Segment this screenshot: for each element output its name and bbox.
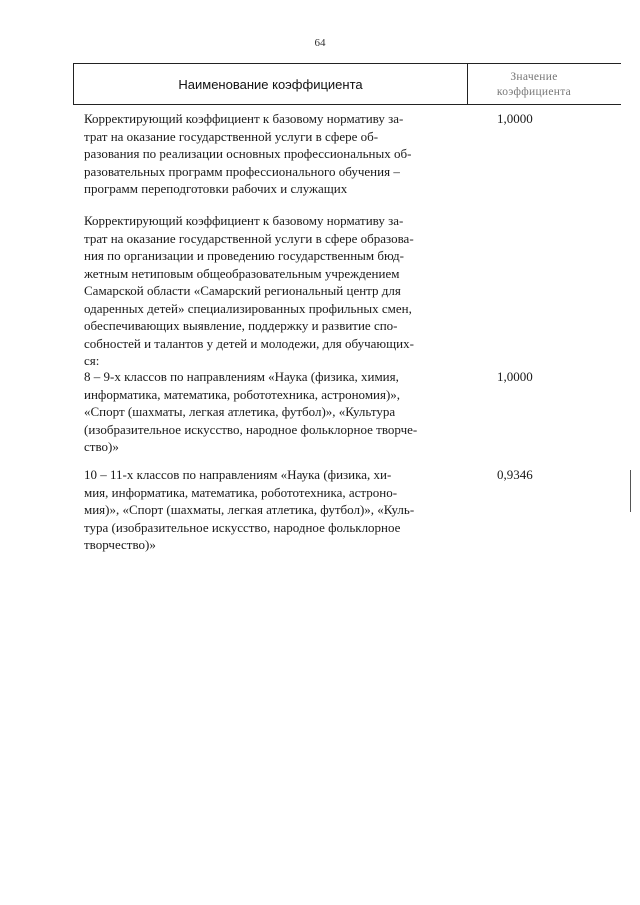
row-text-gifted-children: Корректирующий коэффициент к базовому нормативу за- трат на оказание государственной услуги в сфере образова- ния по организации и проведению государственным бюд- жетным нетиповым общеобразовательным учреждением Самарской области «Самарский региональный центр для одаренных детей» специализированных профильных смен, обеспечивающих выявление, поддержку и развитие спо- собностей и талантов у детей и молодежи, для обучающих- ся: xyxy=(84,213,414,368)
row-text-grades-10-11: 10 – 11-х классов по направлениям «Наука (физика, хи- мия, информатика, математика, робототехника, астроно- мия)», «Спорт (шахматы, легкая атлетика, футбол)», «Куль- тура (изобразительное искусство, народное фольклорное творчество)» xyxy=(84,467,415,552)
column-divider xyxy=(467,64,468,104)
column-header-value xyxy=(479,70,589,100)
page-number: 64 xyxy=(314,37,326,49)
scan-artifact-line xyxy=(630,470,631,512)
row-value-retraining: 1,0000 xyxy=(497,111,533,126)
column-header-value-line2: коэффициента xyxy=(496,86,572,98)
row-value-grades-10-11: 0,9346 xyxy=(497,467,533,482)
row-value-grades-8-9: 1,0000 xyxy=(497,369,533,384)
row-text-grades-8-9: 8 – 9-х классов по направлениям «Наука (физика, химия, информатика, математика, робототехника, астрономия)», «Спорт (шахматы, легкая атлетика, футбол)», «Культура (изобразительное искусство, народное фольклорное творче- ство)» xyxy=(84,369,418,454)
column-header-name: Наименование коэффициента xyxy=(178,77,363,92)
column-header-value-line1: Значение xyxy=(510,71,558,83)
row-text-retraining: Корректирующий коэффициент к базовому нормативу за- трат на оказание государственной услуги в сфере об- разования по реализации основных профессиональных об- разовательных программ профессионального обучения – программ переподготовки рабочих и служащих xyxy=(84,111,412,196)
table-header xyxy=(73,63,621,105)
